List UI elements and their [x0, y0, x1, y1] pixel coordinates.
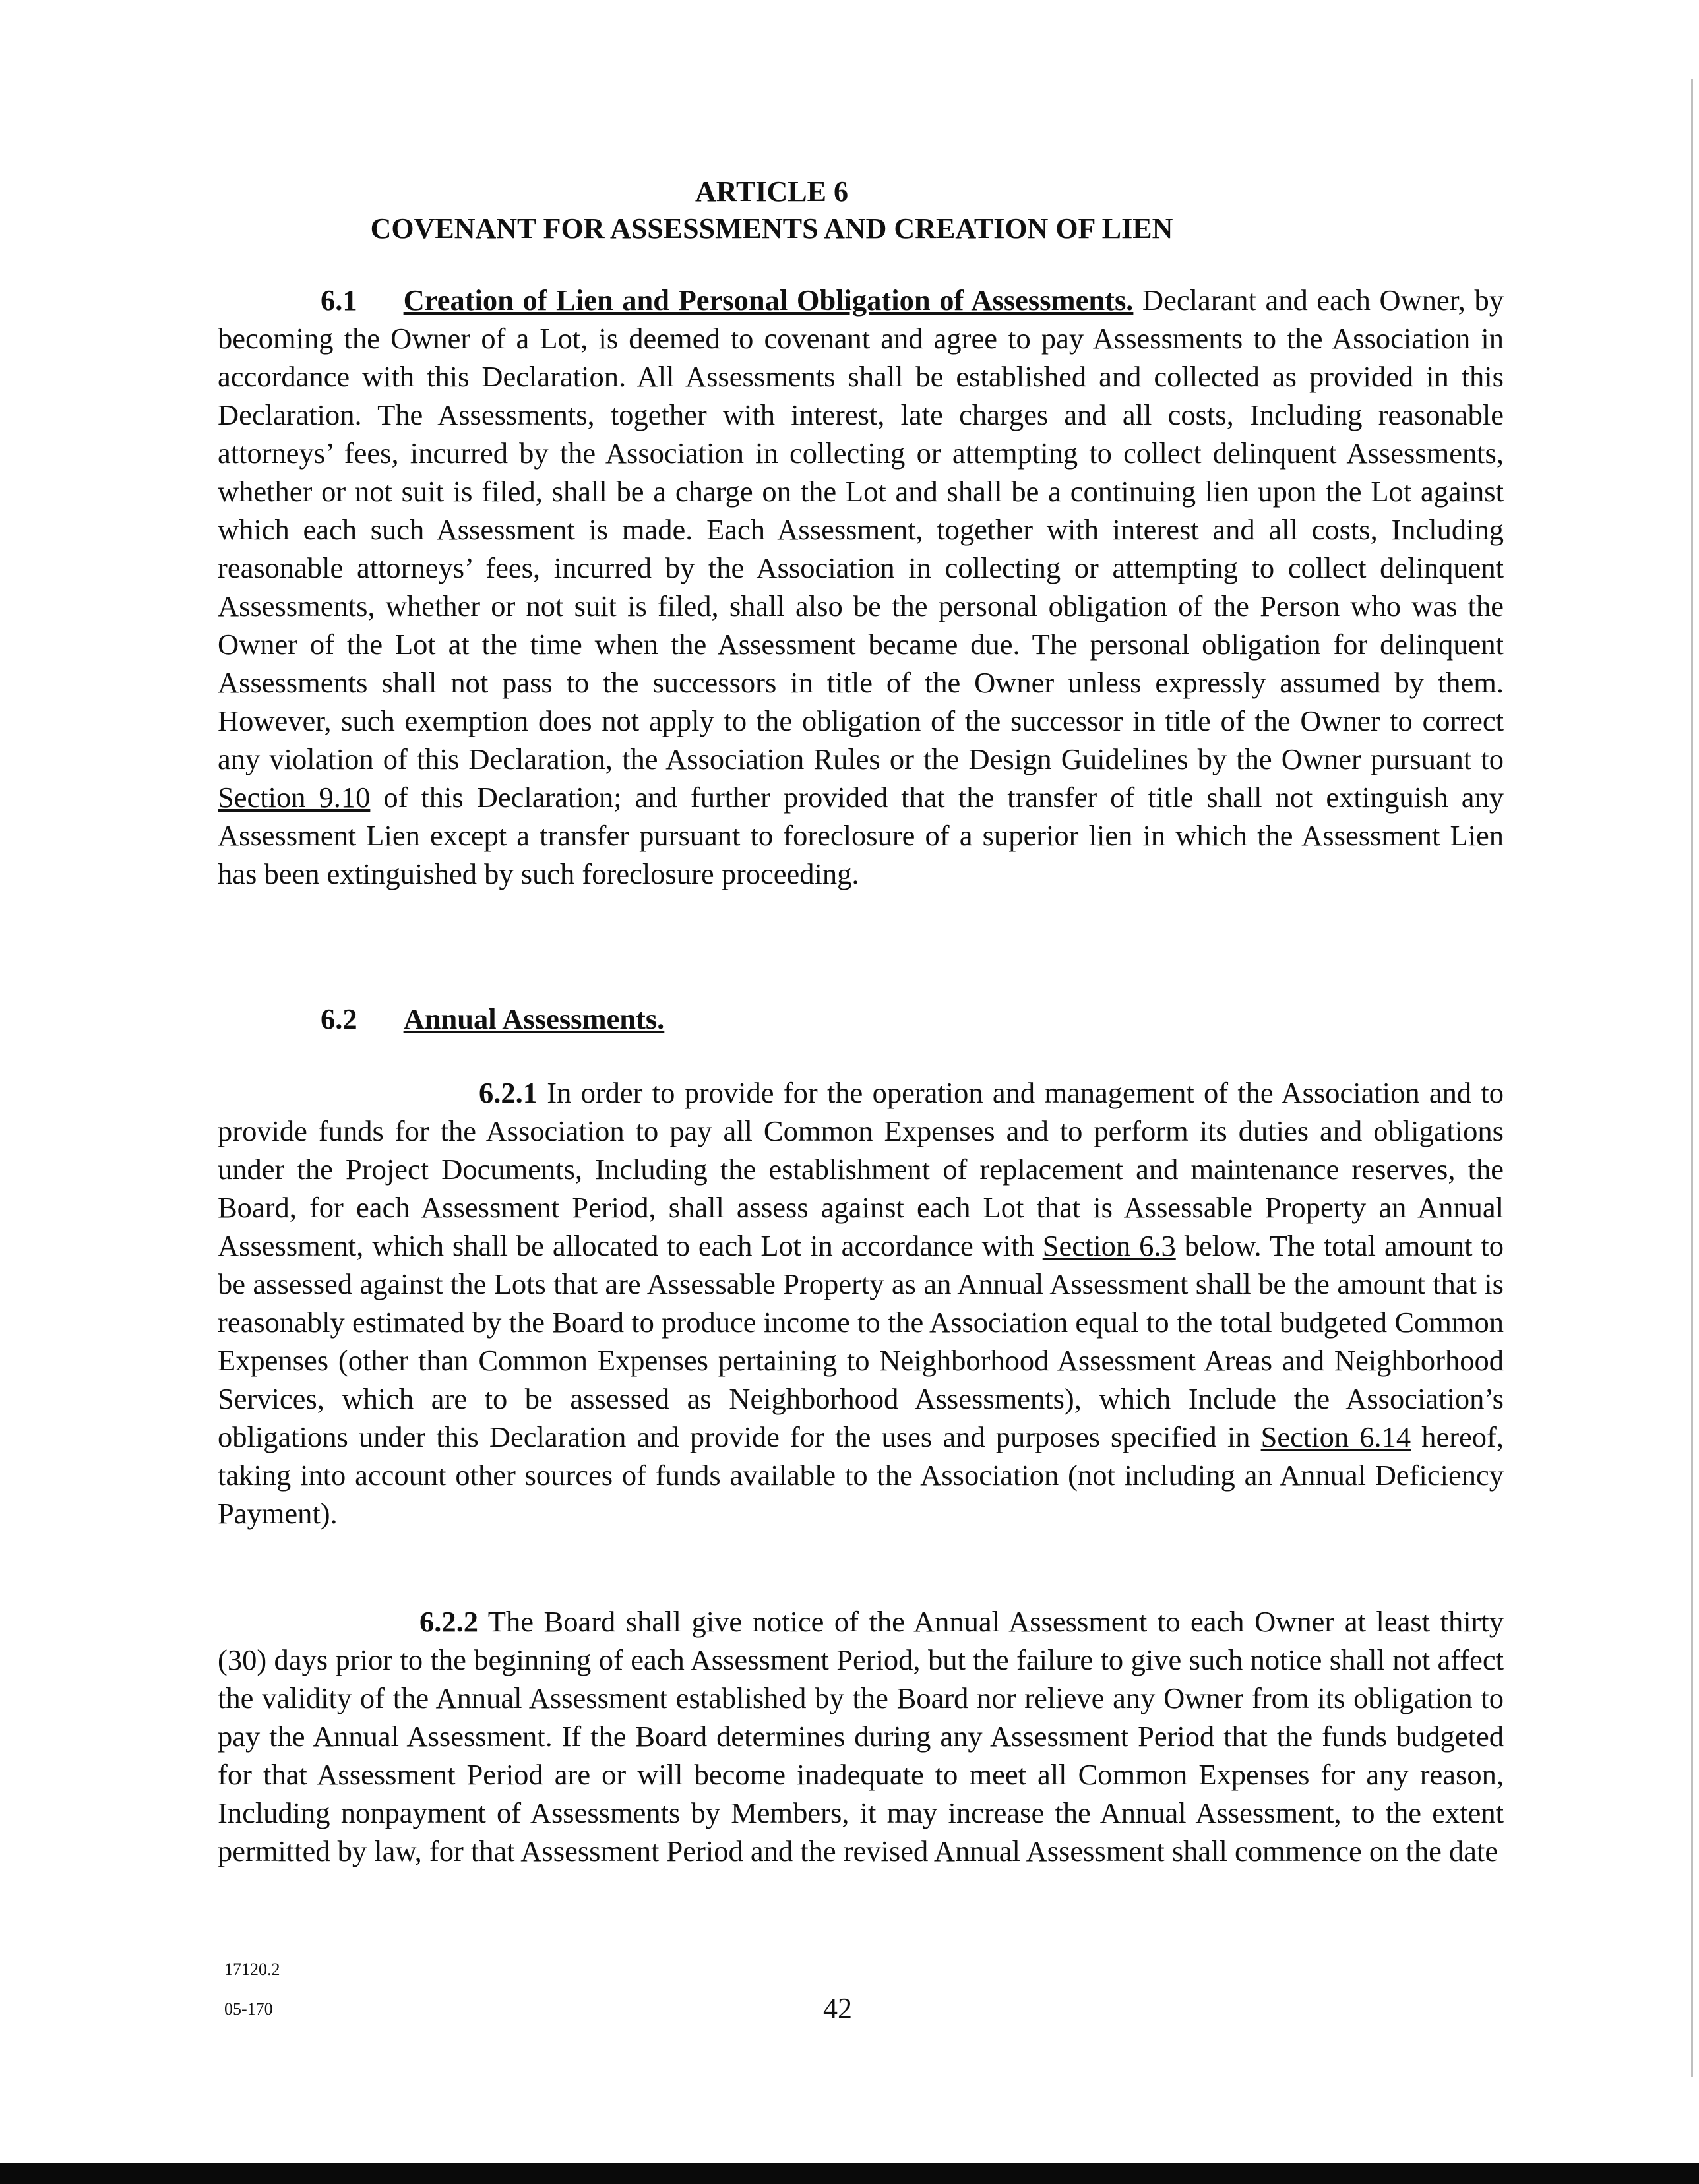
section-6-2-title: Annual Assessments. [403, 1002, 665, 1035]
section-6-2-2 [218, 1602, 1504, 1870]
scan-edge-line [1691, 79, 1693, 2077]
section-6-1-text-a: Declarant and each Owner, by becoming the Owner of a Lot, is deemed to covenant and agree to pay Assessments to the Association in accordance with this Declaration. All Assessments shall be established and collected as provided in this Declaration. The Assessments, together with interest, late charges and all costs, Including reasonable attorneys’ fees, incurred by the Association in collecting or attempting to collect delinquent Assessments, whether or not suit is filed, shall be a charge on the Lot and shall be a continuing lien upon the Lot against which each such Assessment is made. Each Assessment, together with interest and all costs, Including reasonable attorneys’ fees, incurred by the Association in collecting or attempting to collect delinquent Assessments, whether or not suit is filed, shall also be the personal obligation of the Person who was the Owner of the Lot at the time when the Assessment became due. The personal obligation for delinquent Assessments shall not pass to the successors in title of the Owner unless expressly assumed by them. However, such exemption does not apply to the obligation of the successor in title of the Owner to correct any violation of this Declaration, the Association Rules or the Design Guidelines by the Owner pursuant to [218, 284, 1504, 775]
section-6-2-1-text-c: hereof, taking into account other sources of funds available to the Association (not including an Annual Deficiency Payment). [218, 1420, 1504, 1530]
section-6-2-2-text: The Board shall give notice of the Annual Assessment to each Owner at least thirty (30) days prior to the beginning of each Assessment Period, but the failure to give such notice shall not affect the validity of the Annual Assessment established by the Board nor relieve any Owner from its obligation to pay the Annual Assessment. If the Board determines during any Assessment Period that the funds budgeted for that Assessment Period are or will become inadequate to meet all Common Expenses for any reason, Including nonpayment of Assessments by Members, it may increase the Annual Assessment, to the extent permitted by law, for that Assessment Period and the revised Annual Assessment shall commence on the date [218, 1605, 1504, 1867]
footer-document-id: 17120.2 [224, 1960, 280, 1979]
page-number: 42 [823, 1992, 852, 2024]
section-6-1-number: 6.1 [321, 284, 357, 317]
section-6-2-number: 6.2 [321, 1002, 357, 1035]
section-6-2-1-text-a: In order to provide for the operation and management of the Association and to provide funds for the Association to pay all Common Expenses and to perform its duties and obligations under the Project Documents, Including the establishment of replacement and maintenance reserves, the Board, for each Assessment Period, shall assess against each Lot that is Assessable Property an Annual Assessment, which shall be allocated to each Lot in accordance with [218, 1076, 1504, 1262]
section-6-3-reference: Section 6.3 [1042, 1229, 1176, 1262]
section-6-1-title: Creation of Lien and Personal Obligation of Assessments. [403, 284, 1134, 317]
scan-bottom-border [0, 2163, 1699, 2184]
section-6-2-1-text-b: below. The total amount to be assessed against the Lots that are Assessable Property as an Annual Assessment shall be the amount that is reasonably estimated by the Board to produce income to the Association equal to the total budgeted Common Expenses (other than Common Expenses pertaining to Neighborhood Assessment Areas and Neighborhood Services, which are to be assessed as Neighborhood Assessments), which Include the Association’s obligations under this Declaration and provide for the uses and purposes specified in [218, 1229, 1504, 1453]
section-6-1-text-b: of this Declaration; and further provided that the transfer of title shall not extinguish any Assessment Lien except a transfer pursuant to foreclosure of a superior lien in which the Assessment Lien has been extinguished by such foreclosure proceeding. [218, 781, 1504, 890]
footer-file-number: 05-170 [224, 1999, 273, 2018]
section-6-2-1-number: 6.2.1 [479, 1076, 538, 1109]
section-6-2-heading [218, 1000, 1504, 1038]
section-6-1 [218, 281, 1504, 893]
article-title: COVENANT FOR ASSESSMENTS AND CREATION OF LIEN [370, 212, 1173, 245]
section-6-2-1 [218, 1074, 1504, 1532]
section-9-10-reference: Section 9.10 [218, 781, 371, 814]
article-number: ARTICLE 6 [695, 175, 848, 208]
section-6-14-reference: Section 6.14 [1260, 1420, 1411, 1453]
section-6-2-2-number: 6.2.2 [419, 1605, 478, 1638]
